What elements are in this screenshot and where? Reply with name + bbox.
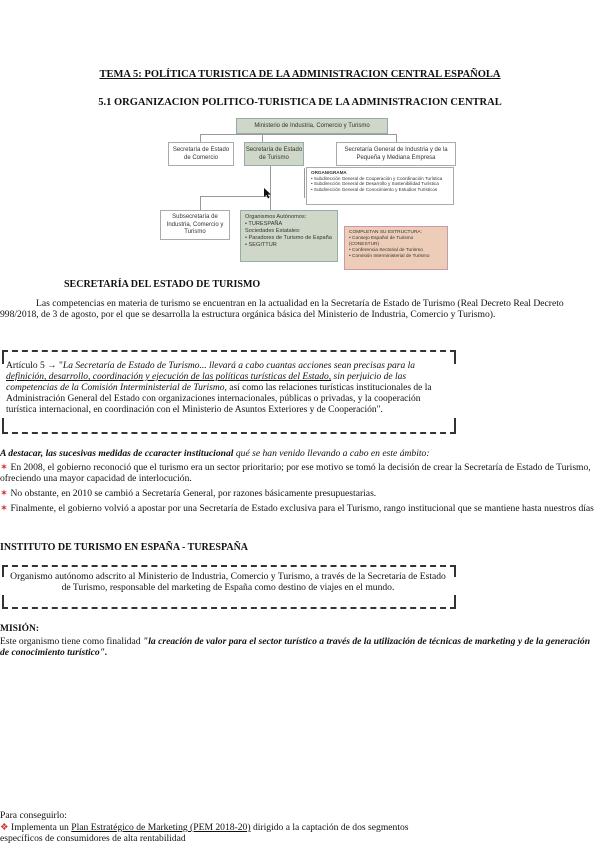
- org-item: Sociedades Estatales:: [245, 227, 301, 234]
- quote-box-edge: [2, 350, 4, 364]
- sec-comercio-box: Secretaría de Estado de Comercio: [168, 142, 234, 166]
- connector: [200, 134, 396, 135]
- quote-prefix: Artículo 5 → ": [6, 361, 63, 371]
- destacar-bold: A destacar, las sucesivas medidas de ccaracter institucional: [0, 448, 234, 459]
- mision-bold: "la creación de valor para el sector turístico a través de la utilización de técnicas de marketing y de la generación de conocimiento turístico".: [0, 636, 591, 659]
- destacar-rest: qué se han venido llevando a cabo en este ámbito:: [233, 448, 430, 459]
- organigrama-box: [306, 167, 454, 205]
- connector: [200, 134, 201, 142]
- organismos-box: [240, 210, 338, 262]
- sec-industria-box: Secretaría General de Industria y de la Pequeña y Mediana Empresa: [336, 142, 456, 166]
- list-item: ✶ No obstante, en 2010 se cambió a Secretaría General, por razones básicamente presupuestarias.: [0, 488, 377, 500]
- star-icon: ✶: [0, 462, 9, 473]
- completan-item: • Comisión Interministerial de Turismo: [349, 253, 430, 259]
- connector: [304, 168, 305, 198]
- ministry-box: Ministerio de Industria, Comercio y Turismo: [236, 118, 388, 134]
- quote-box-edge: [454, 350, 456, 364]
- list-item: ✶ Finalmente, el gobierno volvió a apostar por una Secretaría de Estado exclusiva para el Turismo, rango institucional que se mantiene hasta nuestros días: [0, 503, 594, 515]
- organigrama-item: • Subdirección General de Cooperación y Coordinación Turística: [311, 175, 443, 181]
- turespana-heading: INSTITUTO DE TURISMO EN ESPAÑA - TURESPAÑA: [0, 542, 249, 553]
- turespana-description: Organismo autónomo adscrito al Ministerio de Industria, Comercio y Turismo, a través de la Secretaría de Estado de Turismo, responsable del marketing de España como destino de viajes en el mundo.: [10, 571, 446, 594]
- impl-plain: dirigido a la captación de dos segmentos específicos de consumidores de alta rentabilidad: [0, 822, 409, 845]
- quote-italic: La Secretaría de Estado de Turismo... llevará a cabo cuantas acciones sean precisas para la: [62, 361, 416, 371]
- turespana-box-edge: [2, 565, 4, 577]
- connector: [262, 134, 263, 142]
- articulo-quote: [6, 361, 450, 416]
- quote-box-edge: [2, 418, 4, 432]
- mision-text: [0, 636, 596, 658]
- quote-rest: , así como las relaciones turísticas institucionales de la Administración General del Estado con organizaciones internacionales, públicas o privadas, y la cooperación turística internacional, en coordinación con el Ministerio de Asuntos Exteriores y de Cooperación".: [6, 383, 432, 416]
- mision-heading: MISIÓN:: [0, 624, 40, 634]
- turespana-box-edge: [2, 595, 4, 607]
- turespana-box-edge: [454, 565, 456, 577]
- sec-estado-heading: SECRETARÍA DEL ESTADO DE TURISMO: [64, 279, 261, 290]
- section-subtitle: 5.1 ORGANIZACION POLITICO-TURISTICA DE LA ADMINISTRACION CENTRAL: [98, 97, 502, 108]
- connector: [396, 134, 397, 142]
- para-conseguirlo: Para conseguirlo:: [0, 810, 67, 821]
- turespana-box-edge: [454, 595, 456, 607]
- connector: [200, 196, 270, 197]
- subsecretaria-box: Subsecretaría de Industria, Comercio y Turismo: [160, 210, 230, 240]
- destacar-line: [0, 448, 600, 459]
- quote-underlined: definición, desarrollo, coordinación y ejecución de las políticas turísticas del Estado,: [6, 372, 332, 383]
- implementa-item: [0, 822, 440, 844]
- list-item: ✶ En 2008, el gobierno reconoció que el turismo era un sector prioritario; por ese motivo se tomó la decisión de crear la Secretaría de Estado de Turismo, ofreciendo una mayor capacidad de interlocución.: [0, 462, 591, 485]
- organigrama-item: • Subdirección General de Desarrollo y Sostenibilidad Turística: [311, 181, 439, 187]
- completan-item: • Consejo Español de Turismo (CONESTUR): [349, 235, 414, 247]
- document-title: TEMA 5: POLÍTICA TURISTICA DE LA ADMINISTRACION CENTRAL ESPAÑOLA: [99, 69, 501, 80]
- org-item: • SEGITTUR: [245, 241, 277, 248]
- star-icon: ✶: [0, 488, 9, 500]
- pem-link[interactable]: Plan Estratégico de Marketing (PEM 2018-20): [71, 822, 251, 833]
- organigrama-title: ORGANIGRAMA: [311, 170, 347, 175]
- org-item: • TURESPAÑA: [245, 220, 283, 227]
- quote-box-edge: [454, 418, 456, 432]
- mision-plain: Este organismo tiene como finalidad: [0, 636, 143, 647]
- completan-box: [344, 226, 448, 270]
- completan-title: COMPLETAN SU ESTRUCTURA:: [349, 230, 422, 235]
- competencias-paragraph: Las competencias en materia de turismo se encuentran en la actualidad en la Secretaría de Estado de Turismo (Real Decreto Real Decreto 998/2018, de 3 de agosto, por el que se desarrolla la estructura orgánica básica del Ministerio de Industria, Comercio y Turismo).: [0, 298, 564, 321]
- impl-plain: Implementa un: [11, 822, 72, 833]
- sec-turismo-box: Secretaría de Estado de Turismo: [244, 142, 304, 166]
- completan-item: • Conferencia Sectorial de Turismo: [349, 247, 423, 253]
- connector: [200, 196, 201, 210]
- org-item: • Paradores de Turismo de España: [245, 234, 332, 241]
- quote-italic: sin perjuicio de las competencias de la Comisión Interministerial de Turismo: [6, 372, 407, 394]
- org-title: Organismos Autónomos:: [245, 214, 307, 220]
- diamond-icon: ❖: [0, 822, 9, 833]
- measures-list: [0, 462, 598, 515]
- cursor-icon: [264, 186, 272, 204]
- organigrama-item: • Subdirección General de Conocimiento y Estudios Turísticos: [311, 187, 438, 193]
- star-icon: ✶: [0, 503, 9, 515]
